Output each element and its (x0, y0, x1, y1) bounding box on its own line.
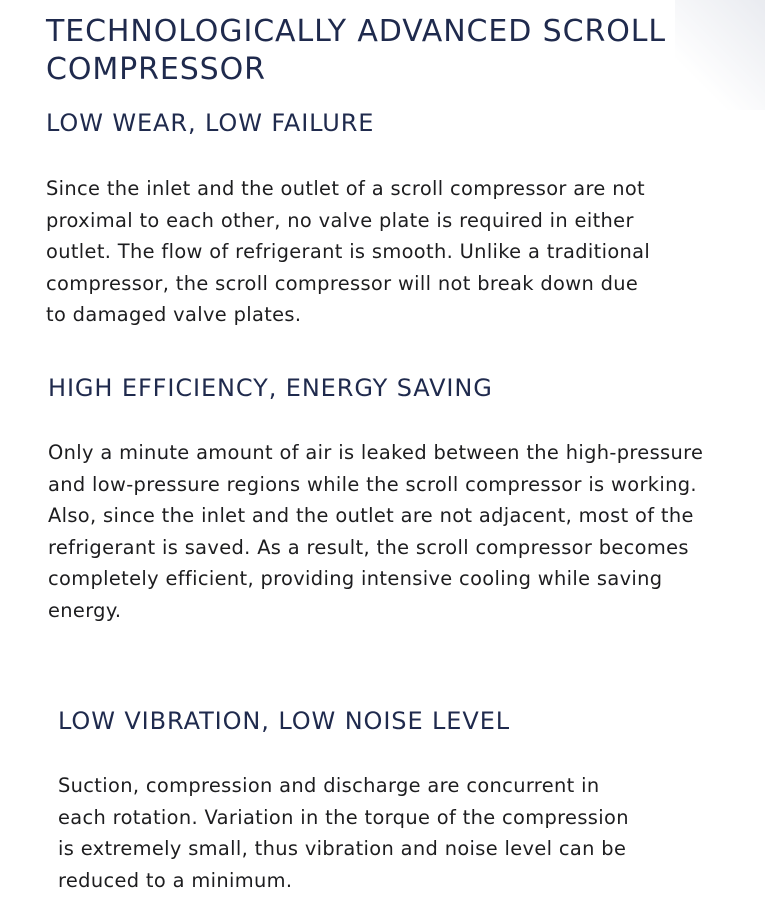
section-heading-high-efficiency: HIGH EFFICIENCY, ENERGY SAVING (48, 374, 493, 402)
page-title-line-1: TECHNOLOGICALLY ADVANCED SCROLL (46, 14, 666, 49)
body-line: completely efficient, providing intensive cooling while saving (48, 567, 663, 590)
section-body-high-efficiency (48, 437, 703, 626)
body-line: Since the inlet and the outlet of a scroll compressor are not (46, 177, 645, 200)
body-line: Suction, compression and discharge are concurrent in (58, 774, 600, 797)
body-line: and low-pressure regions while the scroll compressor is working. (48, 472, 697, 496)
page-title (46, 13, 666, 89)
body-line: compressor, the scroll compressor will not break down due (46, 271, 639, 295)
section-body-low-vibration (58, 770, 629, 896)
background-gradient (675, 0, 765, 110)
body-line: to damaged valve plates. (46, 303, 302, 326)
body-line: each rotation. Variation in the torque of the compression (58, 805, 629, 829)
body-line: Also, since the inlet and the outlet are not adjacent, most of the (48, 504, 694, 527)
body-line: energy. (48, 598, 122, 622)
body-line: Only a minute amount of air is leaked between the high-pressure (48, 441, 704, 464)
body-line: outlet. The flow of refrigerant is smooth. Unlike a traditional (46, 240, 651, 263)
section-body-low-wear (46, 173, 650, 331)
section-heading-low-wear: LOW WEAR, LOW FAILURE (46, 109, 375, 137)
section-heading-low-vibration: LOW VIBRATION, LOW NOISE LEVEL (58, 707, 511, 735)
body-line: reduced to a minimum. (58, 868, 293, 892)
body-line: is extremely small, thus vibration and noise level can be (58, 837, 627, 860)
page-title-line-2: COMPRESSOR (46, 52, 266, 87)
body-line: refrigerant is saved. As a result, the scroll compressor becomes (48, 535, 689, 559)
body-line: proximal to each other, no valve plate is required in either (46, 208, 634, 232)
